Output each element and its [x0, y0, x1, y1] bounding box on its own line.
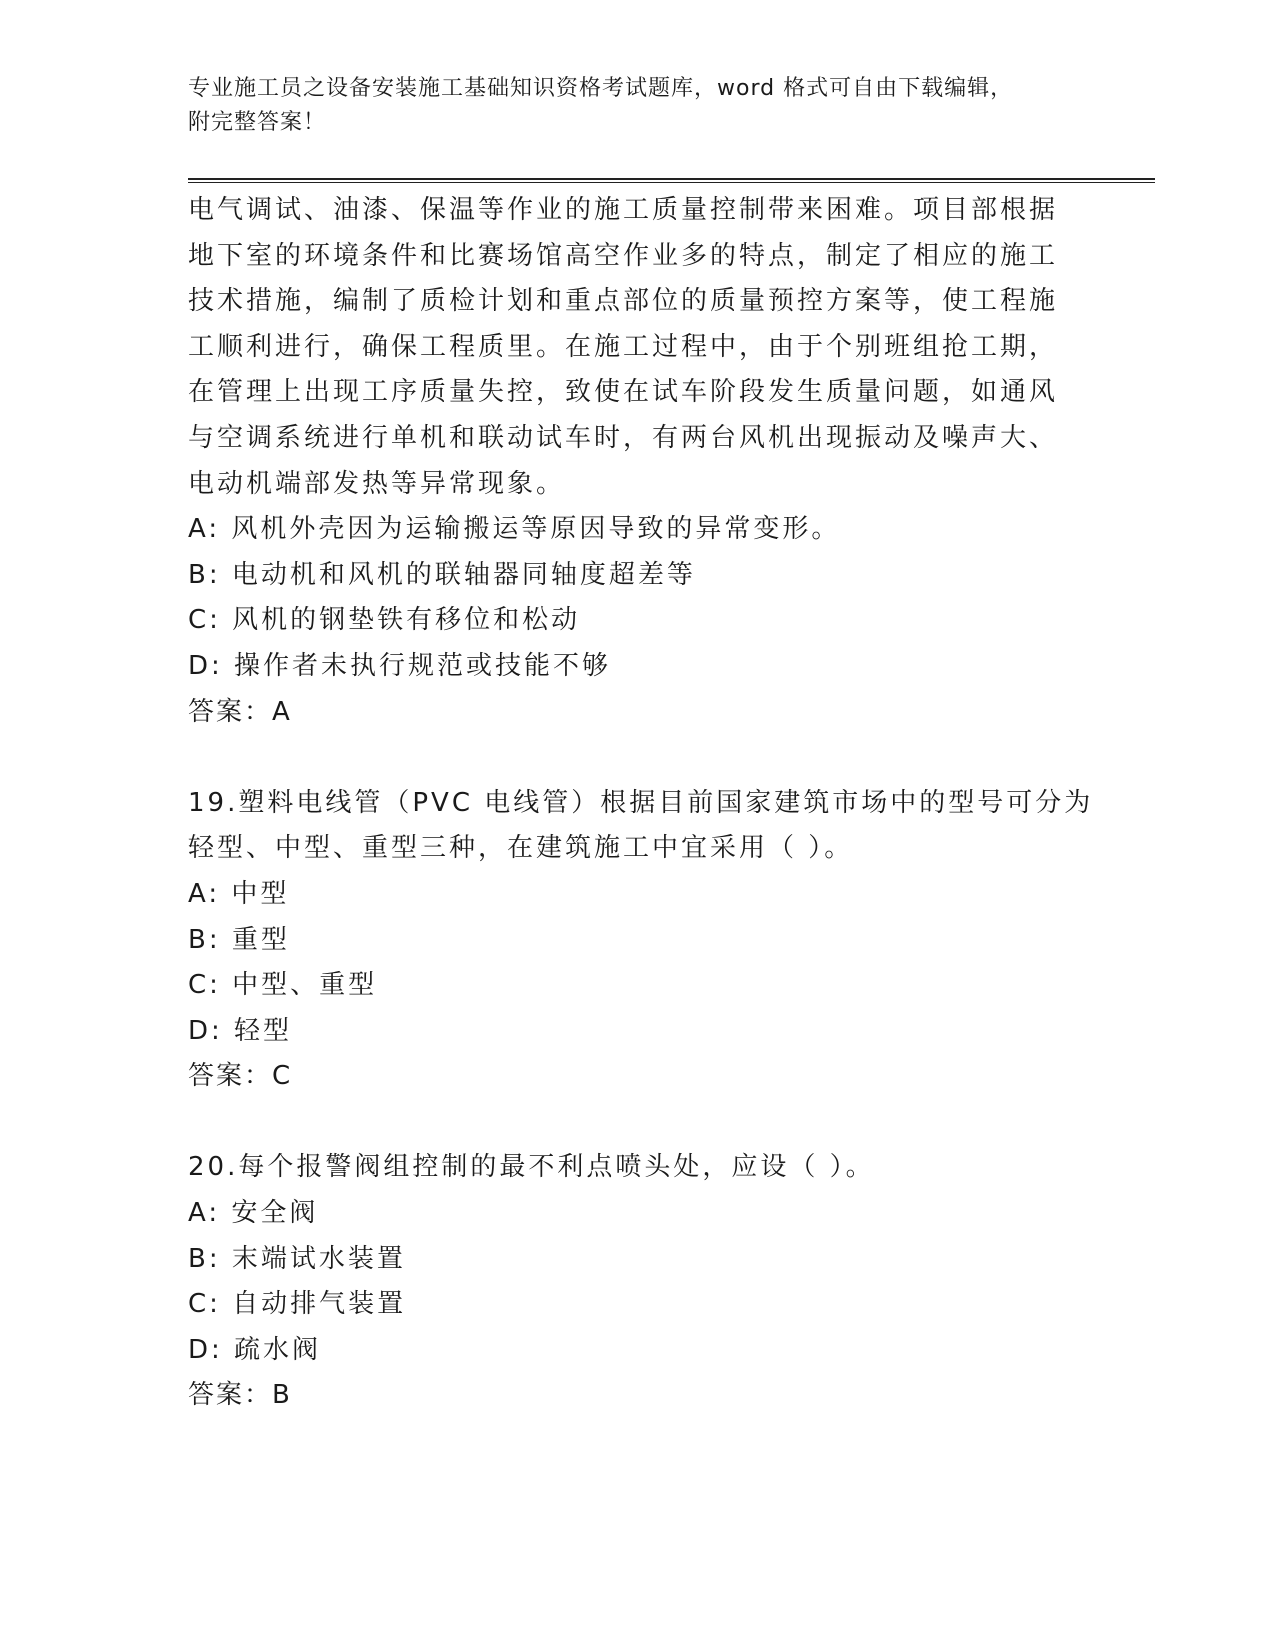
option-a: A: 安全阀	[188, 1198, 319, 1229]
question-stem-line: 工顺利进行，确保工程质里。在施工过程中，由于个别班组抢工期，	[188, 331, 1059, 362]
question-stem-line: 电动机端部发热等异常现象。	[188, 468, 566, 499]
answer: 答案：A	[188, 696, 292, 727]
option-b: B: 电动机和风机的联轴器同轴度超差等	[188, 559, 696, 590]
option-b: B: 末端试水装置	[188, 1243, 406, 1274]
question-stem-line: 电气调试、油漆、保温等作业的施工质量控制带来困难。项目部根据	[188, 195, 1059, 225]
option-d: D: 疏水阀	[188, 1334, 322, 1365]
spacer	[188, 735, 1088, 781]
header-line-1: 专业施工员之设备安装施工基础知识资格考试题库，word 格式可自由下载编辑，	[188, 76, 1014, 101]
option-d: D: 操作者未执行规范或技能不够	[188, 650, 612, 681]
option-b: B: 重型	[188, 924, 290, 955]
question-stem-line: 与空调系统进行单机和联动试车时，有两台风机出现振动及噪声大、	[188, 422, 1059, 453]
question-stem-line: 技术措施，编制了质检计划和重点部位的质量预控方案等，使工程施	[188, 286, 1059, 317]
option-a: A: 风机外壳因为运输搬运等原因导致的异常变形。	[188, 514, 841, 545]
question-18	[188, 188, 1088, 735]
question-stem-line: 19.塑料电线管（PVC 电线管）根据目前国家建筑市场中的型号可分为	[188, 787, 1094, 818]
question-19	[188, 781, 1094, 1100]
option-c: C: 自动排气装置	[188, 1289, 407, 1320]
option-d: D: 轻型	[188, 1015, 293, 1046]
question-stem-line: 在管理上出现工序质量失控，致使在试车阶段发生质量问题，如通风	[188, 377, 1059, 408]
header-divider	[188, 178, 1155, 183]
option-a: A: 中型	[188, 878, 290, 909]
page-header	[188, 72, 1068, 140]
option-c: C: 中型、重型	[188, 970, 378, 1001]
question-20	[188, 1145, 1088, 1419]
option-c: C: 风机的钢垫铁有移位和松动	[188, 605, 581, 636]
header-line-2: 附完整答案！	[188, 110, 327, 135]
answer: 答案：B	[188, 1380, 292, 1411]
question-stem-line: 地下室的环境条件和比赛场馆高空作业多的特点，制定了相应的施工	[188, 240, 1059, 271]
document-body	[188, 188, 1094, 1419]
spacer	[188, 1100, 1088, 1146]
answer: 答案：C	[188, 1061, 293, 1092]
question-stem-line: 20.每个报警阀组控制的最不利点喷头处，应设（ ）。	[188, 1152, 875, 1183]
question-stem-line: 轻型、中型、重型三种，在建筑施工中宜采用（ ）。	[188, 833, 854, 864]
